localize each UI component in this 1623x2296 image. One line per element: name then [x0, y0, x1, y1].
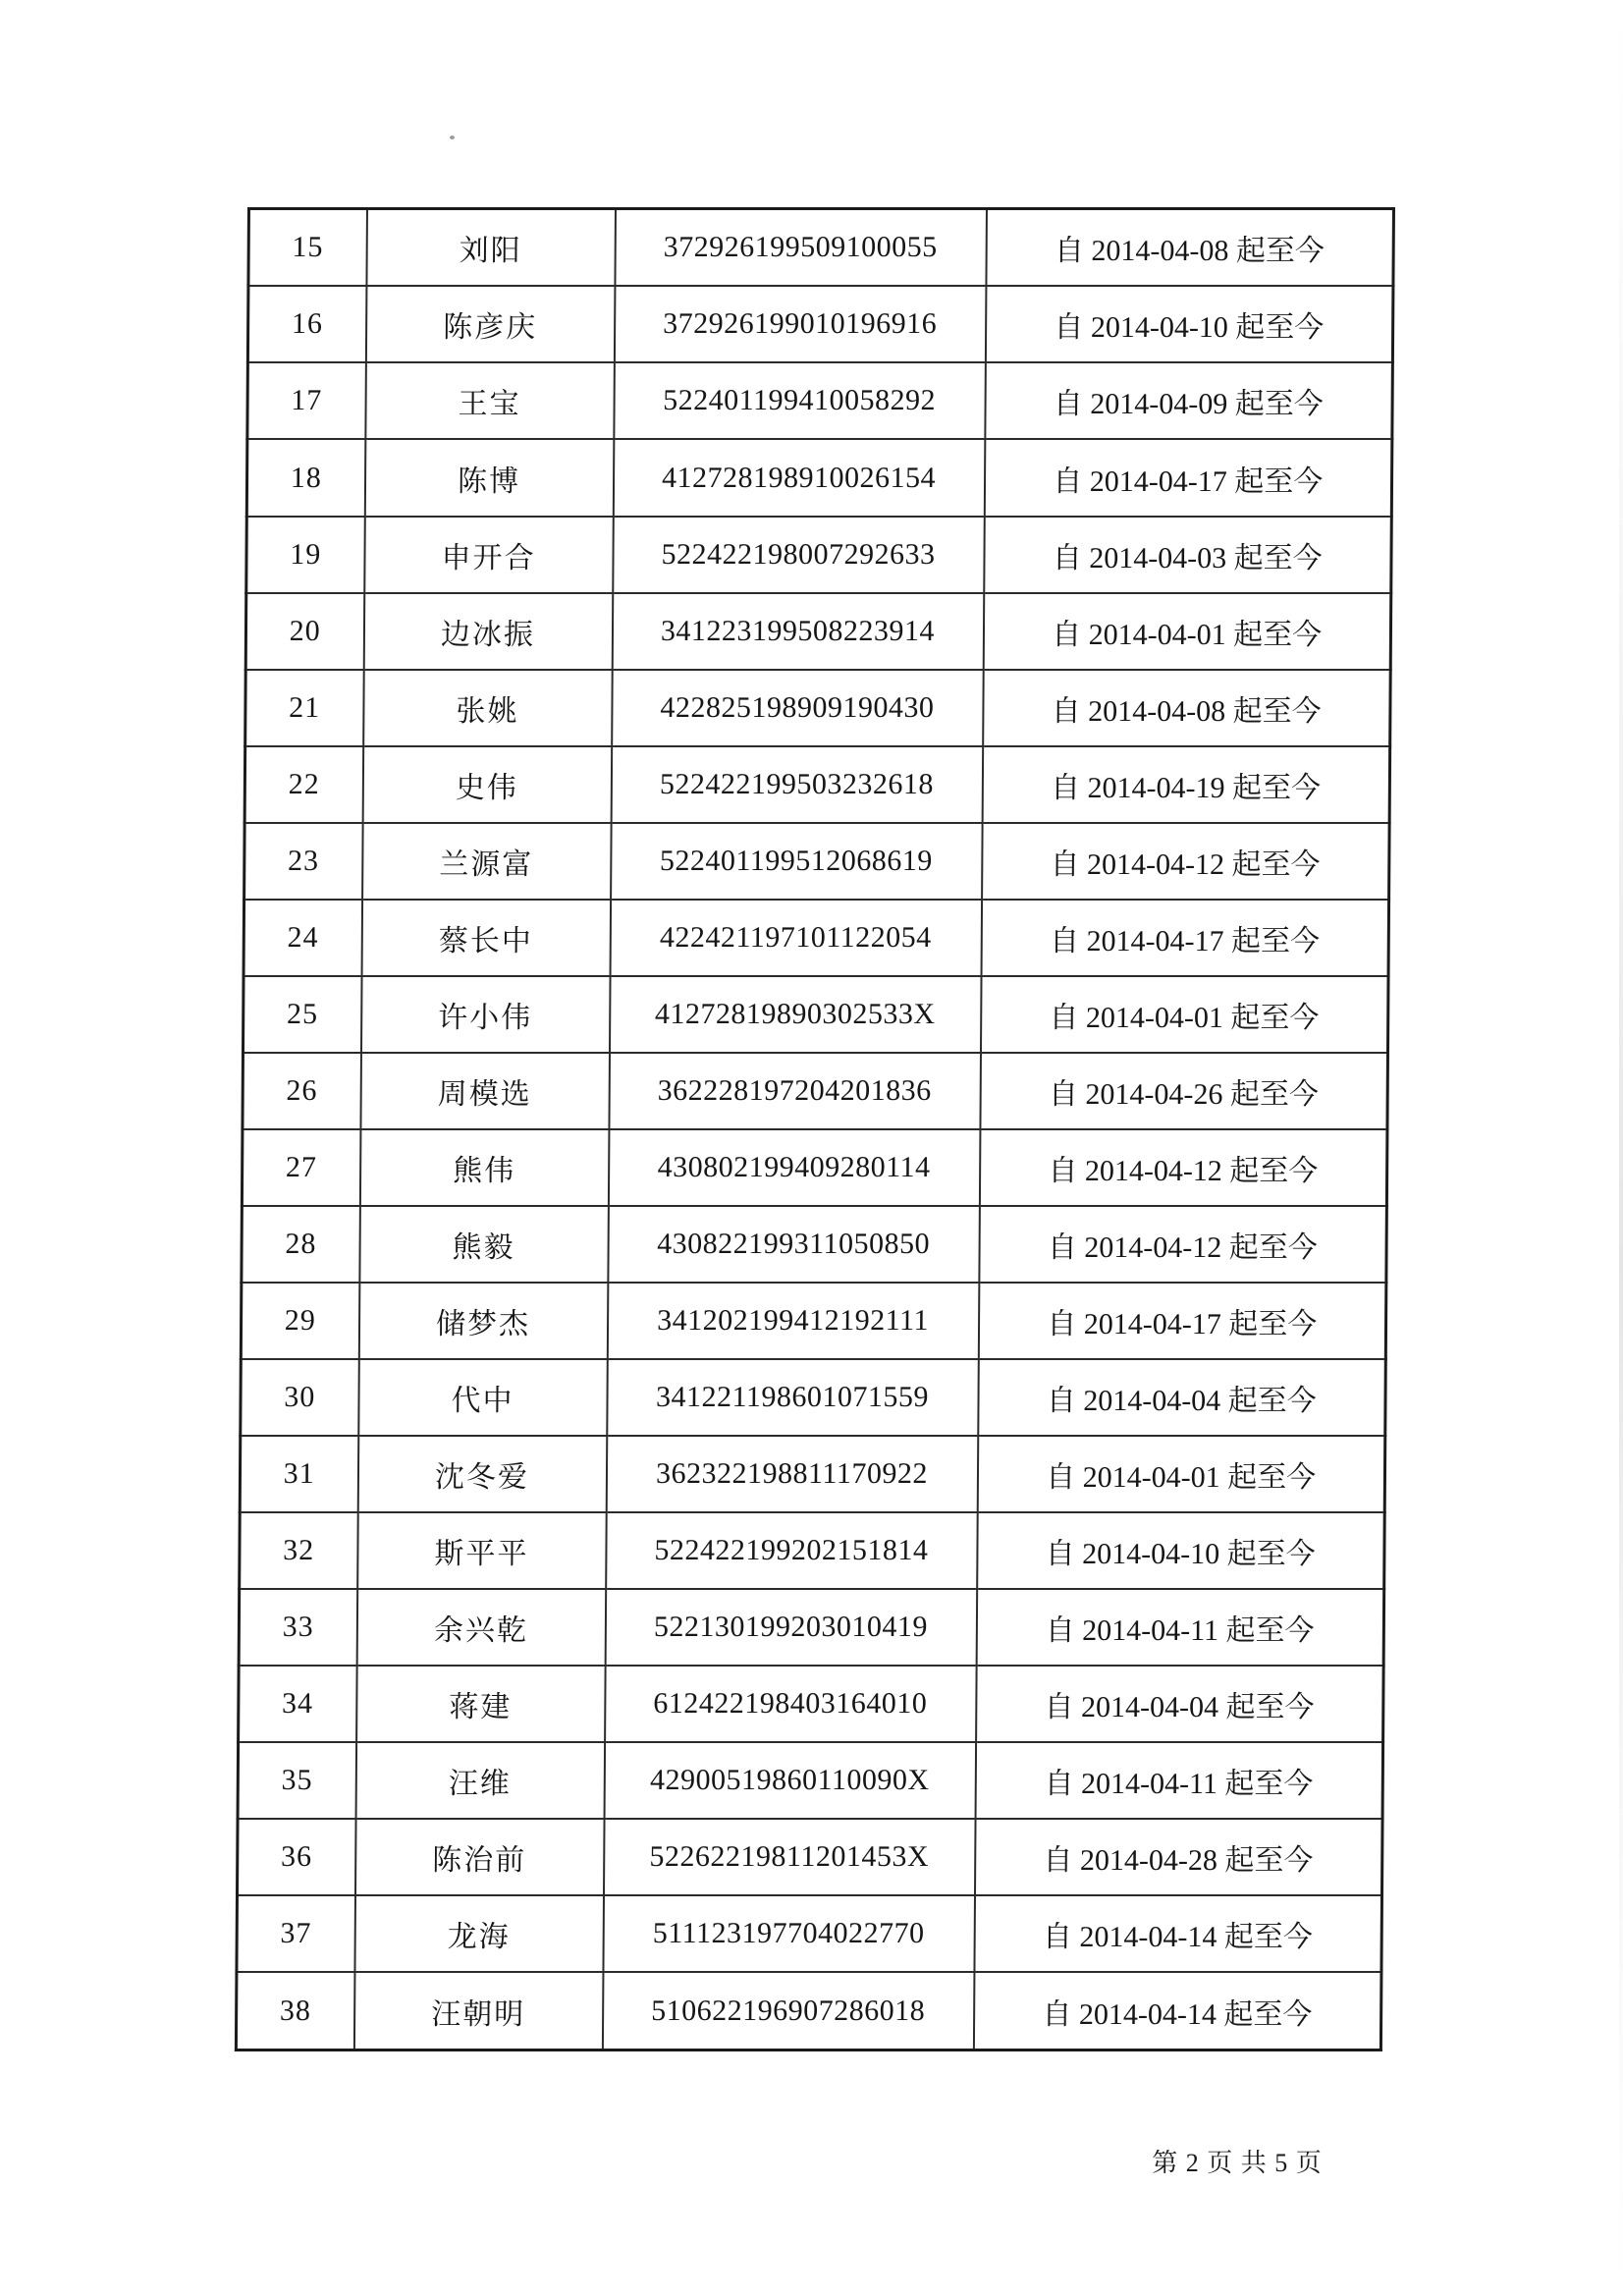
table-row: [237, 1819, 1382, 1895]
id-number-cell: 430802199409280114: [608, 1129, 980, 1206]
row-number-cell: 22: [244, 746, 363, 823]
id-number-cell: 41272819890302533X: [609, 976, 981, 1053]
name-cell: 刘阳: [366, 209, 616, 287]
period-cell: 自 2014-04-09 起至今: [985, 362, 1393, 439]
table-row: [238, 1742, 1383, 1819]
id-number-cell: 430822199311050850: [608, 1206, 980, 1283]
period-cell: 自 2014-04-26 起至今: [980, 1053, 1388, 1129]
roster-table: [235, 207, 1395, 2051]
row-number-cell: 31: [240, 1436, 358, 1512]
row-number-cell: 32: [240, 1512, 358, 1589]
name-cell: 周模选: [360, 1053, 610, 1129]
id-number-cell: 372926199509100055: [615, 209, 987, 287]
row-number-cell: 23: [244, 823, 363, 900]
table-row: [244, 746, 1390, 823]
period-cell: 自 2014-04-10 起至今: [977, 1512, 1385, 1589]
period-cell: 自 2014-04-08 起至今: [986, 209, 1394, 287]
id-number-cell: 510622196907286018: [602, 1972, 974, 2050]
table-row: [245, 670, 1391, 746]
id-number-cell: 341202199412192111: [607, 1283, 979, 1359]
row-number-cell: 36: [237, 1819, 355, 1895]
name-cell: 代中: [358, 1359, 608, 1436]
name-cell: 兰源富: [362, 823, 612, 900]
name-cell: 熊毅: [359, 1206, 609, 1283]
period-cell: 自 2014-04-28 起至今: [974, 1819, 1382, 1895]
table-row: [243, 1053, 1388, 1129]
period-cell: 自 2014-04-11 起至今: [976, 1589, 1384, 1666]
name-cell: 沈冬爱: [357, 1436, 607, 1512]
name-cell: 边冰振: [363, 593, 613, 670]
row-number-cell: 18: [246, 439, 365, 516]
period-cell: 自 2014-04-01 起至今: [980, 976, 1388, 1053]
id-number-cell: 412728198910026154: [613, 439, 985, 516]
id-number-cell: 422421197101122054: [610, 900, 982, 976]
table-row: [243, 976, 1388, 1053]
period-cell: 自 2014-04-17 起至今: [978, 1283, 1386, 1359]
id-number-cell: 522130199203010419: [605, 1589, 977, 1666]
id-number-cell: 522401199512068619: [611, 823, 983, 900]
scan-edge-shadow: [1619, 0, 1623, 2296]
row-number-cell: 21: [245, 670, 364, 746]
table-row: [247, 362, 1393, 439]
table-row: [242, 1206, 1387, 1283]
row-number-cell: 17: [247, 362, 366, 439]
table-row: [246, 517, 1392, 593]
name-cell: 申开合: [364, 517, 614, 593]
name-cell: 史伟: [362, 746, 612, 823]
table-row: [239, 1589, 1384, 1666]
row-number-cell: 30: [241, 1359, 359, 1436]
row-number-cell: 15: [248, 209, 367, 287]
id-number-cell: 362322198811170922: [606, 1436, 978, 1512]
period-cell: 自 2014-04-17 起至今: [981, 900, 1389, 976]
row-number-cell: 24: [243, 900, 362, 976]
row-number-cell: 34: [239, 1666, 357, 1742]
period-cell: 自 2014-04-10 起至今: [985, 286, 1393, 362]
table-row: [242, 1129, 1387, 1206]
id-number-cell: 612422198403164010: [605, 1666, 977, 1742]
id-number-cell: 52262219811201453X: [603, 1819, 975, 1895]
id-number-cell: 522422199202151814: [606, 1512, 978, 1589]
period-cell: 自 2014-04-04 起至今: [976, 1666, 1384, 1742]
name-cell: 斯平平: [357, 1512, 607, 1589]
name-cell: 王宝: [365, 362, 615, 439]
row-number-cell: 16: [247, 286, 366, 362]
period-cell: 自 2014-04-12 起至今: [979, 1129, 1387, 1206]
row-number-cell: 25: [243, 976, 361, 1053]
id-number-cell: 362228197204201836: [609, 1053, 981, 1129]
row-number-cell: 38: [236, 1972, 354, 2050]
period-cell: 自 2014-04-03 起至今: [984, 517, 1392, 593]
page-footer: 第 2 页 共 5 页: [1152, 2149, 1323, 2177]
name-cell: 熊伟: [359, 1129, 609, 1206]
table-row: [248, 209, 1394, 287]
period-cell: 自 2014-04-12 起至今: [979, 1206, 1387, 1283]
name-cell: 汪维: [355, 1742, 605, 1819]
table-row: [244, 823, 1390, 900]
scan-speck: [450, 136, 455, 139]
table-row: [240, 1512, 1385, 1589]
id-number-cell: 522422199503232618: [611, 746, 983, 823]
name-cell: 蒋建: [356, 1666, 606, 1742]
row-number-cell: 29: [241, 1283, 359, 1359]
table-row: [236, 1972, 1381, 2050]
row-number-cell: 37: [237, 1895, 355, 1972]
id-number-cell: 522401199410058292: [614, 362, 986, 439]
name-cell: 陈博: [364, 439, 614, 516]
period-cell: 自 2014-04-14 起至今: [974, 1895, 1382, 1972]
row-number-cell: 20: [245, 593, 364, 670]
period-cell: 自 2014-04-17 起至今: [984, 439, 1392, 516]
period-cell: 自 2014-04-01 起至今: [983, 593, 1391, 670]
period-cell: 自 2014-04-08 起至今: [983, 670, 1391, 746]
period-cell: 自 2014-04-19 起至今: [982, 746, 1390, 823]
table-row: [241, 1283, 1386, 1359]
row-number-cell: 19: [246, 517, 365, 593]
table-row: [237, 1895, 1382, 1972]
period-cell: 自 2014-04-04 起至今: [978, 1359, 1386, 1436]
id-number-cell: 522422198007292633: [613, 517, 985, 593]
table-row: [246, 439, 1392, 516]
id-number-cell: 422825198909190430: [612, 670, 984, 746]
id-number-cell: 341221198601071559: [607, 1359, 979, 1436]
id-number-cell: 372926199010196916: [614, 286, 986, 362]
period-cell: 自 2014-04-01 起至今: [977, 1436, 1385, 1512]
name-cell: 储梦杰: [358, 1283, 608, 1359]
name-cell: 龙海: [354, 1895, 604, 1972]
table-row: [239, 1666, 1384, 1742]
row-number-cell: 35: [238, 1742, 356, 1819]
name-cell: 余兴乾: [356, 1589, 606, 1666]
row-number-cell: 33: [239, 1589, 357, 1666]
period-cell: 自 2014-04-11 起至今: [975, 1742, 1383, 1819]
period-cell: 自 2014-04-14 起至今: [973, 1972, 1381, 2050]
id-number-cell: 511123197704022770: [603, 1895, 975, 1972]
name-cell: 陈彦庆: [365, 286, 615, 362]
table-row: [245, 593, 1391, 670]
row-number-cell: 28: [242, 1206, 360, 1283]
table-row: [241, 1359, 1386, 1436]
table-row: [243, 900, 1389, 976]
name-cell: 汪朝明: [353, 1972, 603, 2050]
name-cell: 许小伟: [360, 976, 610, 1053]
name-cell: 张姚: [363, 670, 613, 746]
name-cell: 蔡长中: [361, 900, 611, 976]
id-number-cell: 42900519860110090X: [604, 1742, 976, 1819]
id-number-cell: 341223199508223914: [612, 593, 984, 670]
table-row: [247, 286, 1393, 362]
period-cell: 自 2014-04-12 起至今: [982, 823, 1390, 900]
row-number-cell: 27: [242, 1129, 360, 1206]
row-number-cell: 26: [243, 1053, 361, 1129]
name-cell: 陈治前: [354, 1819, 604, 1895]
table-row: [240, 1436, 1385, 1512]
